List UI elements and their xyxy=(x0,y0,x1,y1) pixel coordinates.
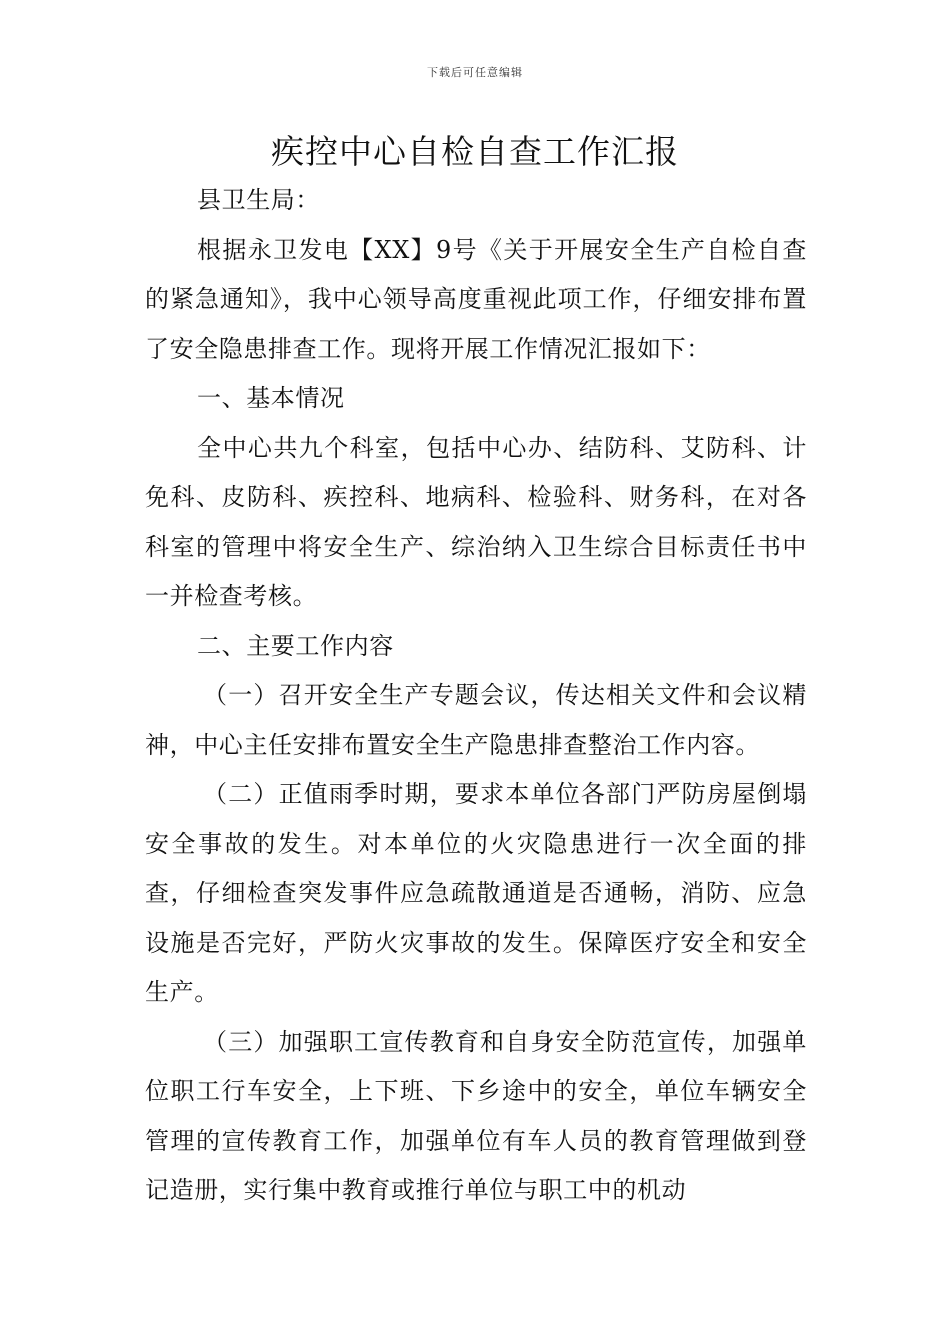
paragraph-intro: 根据永卫发电【XX】9号《关于开展安全生产自检自查的紧急通知》，我中心领导高度重视此项工作，仔细安排布置了安全隐患排查工作。现将开展工作情况汇报如下： xyxy=(145,235,807,363)
paragraph-item-2: （二）正值雨季时期，要求本单位各部门严防房屋倒塌安全事故的发生。对本单位的火灾隐患进行一次全面的排查，仔细检查突发事件应急疏散通道是否通畅，消防、应急设施是否完好，严防火灾事故的发生。保障医疗安全和安全生产。 xyxy=(145,780,807,1006)
paragraph-basic-situation: 全中心共九个科室，包括中心办、结防科、艾防科、计免科、皮防科、疾控科、地病科、检验科、财务科，在对各科室的管理中将安全生产、综治纳入卫生综合目标责任书中一并检查考核。 xyxy=(145,433,807,610)
header-note: 下载后可任意编辑 xyxy=(427,66,523,79)
section-heading-basic: 一、基本情况 xyxy=(197,384,345,412)
document-body xyxy=(145,176,807,1216)
salutation: 县卫生局： xyxy=(197,186,320,214)
paragraph-item-3: （三）加强职工宣传教育和自身安全防范宣传，加强单位职工行车安全，上下班、下乡途中的安全，单位车辆安全管理的宣传教育工作，加强单位有车人员的教育管理做到登记造册，实行集中教育或推行单位与职工中的机动 xyxy=(145,1027,807,1204)
paragraph-item-1: （一）召开安全生产专题会议，传达相关文件和会议精神，中心主任安排布置安全生产隐患排查整治工作内容。 xyxy=(145,681,807,759)
document-title: 疾控中心自检自查工作汇报 xyxy=(271,132,679,171)
section-heading-main-work: 二、主要工作内容 xyxy=(197,631,394,660)
